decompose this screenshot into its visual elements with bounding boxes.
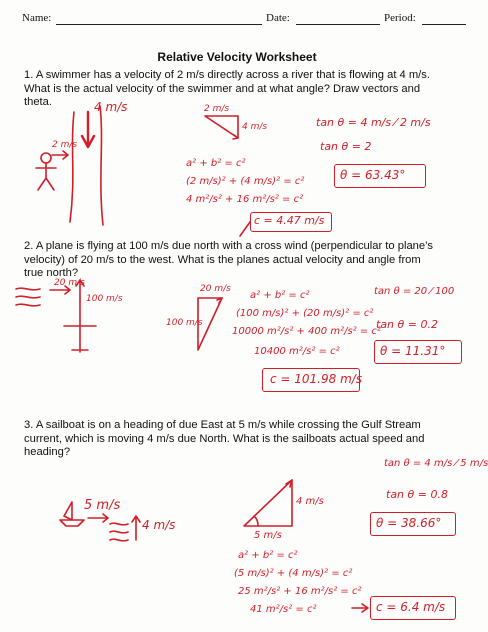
q3-tri-bottom: 5 m/s [254,530,282,541]
q3-result-arrow [352,604,368,612]
q1-result-arrow [240,222,250,236]
wave-2 [110,531,128,533]
q1-tri-arrow [233,135,238,139]
q2-angle-box [374,340,462,364]
q3-angle-box [370,512,456,536]
q2-tri-top: 20 m/s [200,284,231,294]
q2-angle: θ = 11.31° [380,344,446,358]
q2-tri-arrow [217,298,222,303]
wind-line-3 [16,304,40,306]
question-2 [24,240,454,281]
plane-body [64,298,96,352]
question-2-line-1: 2. A plane is flying at 100 m/s due north with a cross wind (perpendicular to plane’s [24,240,433,252]
east-arrow [88,514,108,522]
q3-north: 4 m/s [142,518,176,532]
wave-1 [110,523,128,525]
period-label: Period: [384,12,416,24]
q3-triangle [244,480,292,526]
worksheet-title: Relative Velocity Worksheet [157,50,317,64]
q3-eq4: 41 m²/s² = c² [250,604,317,615]
q3-angle: θ = 38.66° [376,516,442,530]
question-3-line-1: 3. A sailboat is on a heading of due East at 5 m/s while crossing the Gulf Stream [24,419,421,431]
q1-eq1: a² + b² = c² [186,158,246,169]
q3-eq1: a² + b² = c² [238,550,298,561]
wind-line-1 [16,288,40,290]
q3-result-box [370,596,456,620]
question-1-line-3: theta. [24,96,52,109]
swim-arrow [52,151,68,159]
q3-eq2: (5 m/s)² + (4 m/s)² = c² [234,568,353,579]
date-label: Date: [266,12,290,24]
q2-wind: 20 m/s [54,278,85,288]
q1-tri-right: 4 m/s [242,122,268,132]
q2-result-box [262,368,363,392]
q1-river-speed: 4 m/s [94,100,128,114]
sailboat-hull [60,520,84,526]
question-1 [24,69,454,110]
question-2-line-3: true north? [24,267,79,280]
q3-theta-arc [254,516,258,526]
current-north-arrow [132,516,140,540]
q2-result: c = 101.98 m/s [270,372,363,386]
current-arrow [82,112,94,147]
q3-eq3: 25 m²/s² + 16 m²/s² = c² [238,586,362,597]
q1-result-box [250,212,332,232]
q3-tan2: tan θ = 0.8 [386,488,448,501]
q1-tri-left: 2 m/s [204,104,230,114]
q3-tan1: tan θ = 4 m/s ⁄ 5 m/s [384,458,488,469]
q2-eq2: (100 m/s)² + (20 m/s)² = c² [236,308,374,319]
name-label: Name: [22,12,52,24]
q1-eq3: 4 m²/s² + 16 m²/s² = c² [186,194,304,205]
question-3-line-2: current, which is moving 4 m/s due North. What is the sailboats actual speed and [24,432,425,445]
wind-line-2 [16,296,40,298]
date-line [296,24,380,25]
q3-result: c = 6.4 m/s [376,600,446,614]
q1-tan1: tan θ = 4 m/s ⁄ 2 m/s [316,116,431,129]
q3-tri-right: 4 m/s [296,496,324,507]
q2-north: 100 m/s [86,294,123,304]
sailboat-mast [64,502,72,520]
q1-triangle [205,116,238,138]
q2-eq1: a² + b² = c² [250,290,310,301]
q2-eq3: 10000 m²/s² + 400 m²/s² = c² [232,326,381,337]
q2-tan1: tan θ = 20 ⁄ 100 [374,286,455,297]
name-line [56,24,262,25]
question-3 [24,419,454,460]
period-line [422,24,466,25]
question-3-line-3: heading? [24,446,71,459]
q3-east: 5 m/s [84,498,121,513]
q1-swim-speed: 2 m/s [52,140,78,150]
question-1-line-1: 1. A swimmer has a velocity of 2 m/s directly across a river that is flowing at 4 m/s. [24,69,430,81]
swimmer-body [36,163,56,190]
wave-3 [110,539,128,541]
q3-tri-arrow [286,480,292,487]
question-1-line-2: What is the actual velocity of the swimmer and at what angle? Draw vectors and [24,82,421,95]
question-2-line-2: velocity) of 20 m/s to the west. What is the planes actual velocity and angle from [24,253,421,266]
q1-result: c = 4.47 m/s [254,214,325,227]
q2-tri-left: 100 m/s [166,318,203,328]
q1-tan2: tan θ = 2 [320,140,372,153]
q2-eq4: 10400 m²/s² = c² [254,346,340,357]
q1-eq2: (2 m/s)² + (4 m/s)² = c² [186,176,305,187]
q1-angle-box [334,164,426,188]
river-bank-right [100,106,103,225]
swimmer-head [41,153,51,163]
q2-tan2: tan θ = 0.2 [376,318,438,331]
q1-angle: θ = 63.43° [340,168,406,182]
river-bank-left [70,112,74,222]
